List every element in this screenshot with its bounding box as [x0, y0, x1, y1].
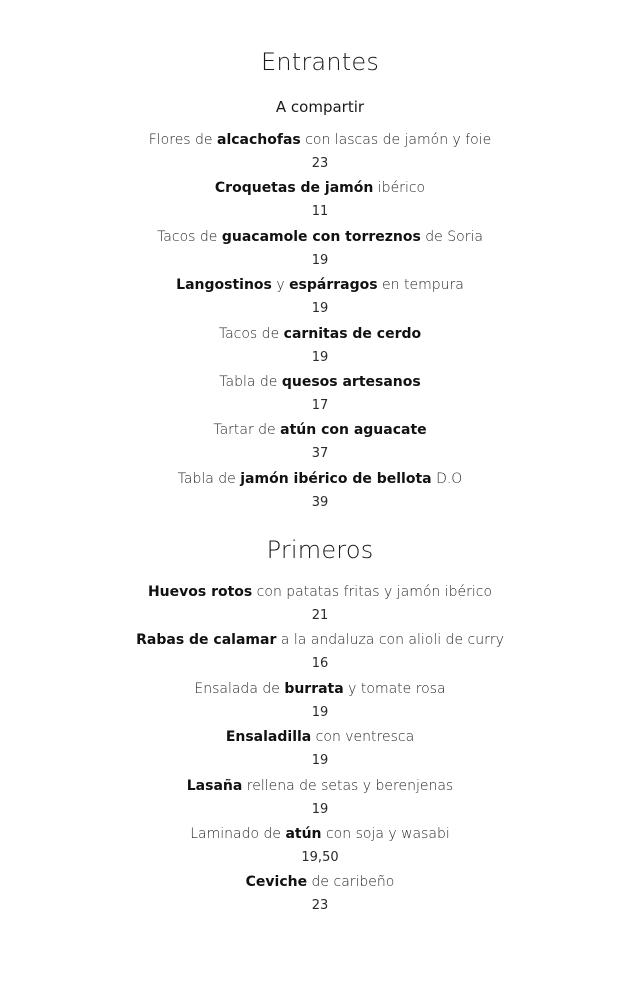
menu-item-text: Tacos de	[218, 325, 284, 342]
menu-item	[0, 322, 640, 370]
menu-item-name	[0, 128, 640, 152]
menu-item-price: 23	[311, 156, 329, 171]
menu-item-price: 21	[311, 608, 329, 623]
menu-item-text: Flores de	[148, 132, 217, 148]
menu-item-highlight: espárragos	[289, 277, 378, 294]
menu-item-text: Tartar de	[213, 422, 281, 439]
menu-item-highlight: atún	[285, 825, 322, 842]
menu-item-name	[0, 677, 640, 701]
menu-item-name	[0, 225, 640, 249]
menu-item-highlight: alcachofas	[217, 132, 301, 148]
menu-item-text: con soja y wasabi	[321, 825, 450, 842]
menu-item-highlight: Ceviche	[245, 874, 308, 891]
menu-item-price: 19	[311, 301, 329, 317]
menu-item-name	[0, 176, 640, 200]
menu-item	[0, 176, 640, 224]
menu-item-price: 19	[311, 801, 329, 817]
menu-item	[0, 774, 640, 822]
menu-item-price: 19,50	[301, 849, 339, 865]
menu-item-text: de caribeño	[307, 874, 395, 891]
menu-item-text: y	[271, 277, 290, 294]
menu-item-highlight: carnitas de cerdo	[283, 325, 422, 342]
menu-item-text: con ventresca	[311, 729, 415, 746]
section-title-primeros: Primeros	[266, 536, 374, 564]
menu-item-highlight: quesos artesanos	[281, 373, 421, 390]
menu-item-highlight: Ensaladilla	[225, 729, 312, 746]
menu-item-name	[0, 822, 640, 846]
menu-item-name	[0, 870, 640, 894]
menu-item-name	[0, 725, 640, 749]
menu-item-highlight: Lasaña	[186, 777, 243, 794]
menu-item	[0, 677, 640, 725]
menu-item-text: D.O	[431, 470, 463, 487]
menu-item	[0, 628, 640, 676]
menu-item	[0, 418, 640, 466]
menu-item-price: 16	[311, 656, 329, 672]
menu-item	[0, 225, 640, 273]
menu-item-text: a la andaluza con alioli de curry	[276, 632, 504, 649]
menu-item-text: Tabla de	[177, 470, 241, 487]
section-title-entrantes: Entrantes	[260, 48, 380, 76]
menu-item-text: rellena de setas y berenjenas	[242, 777, 454, 794]
menu-item-text: Tabla de	[219, 373, 282, 390]
menu-item-highlight: atún con aguacate	[280, 422, 427, 439]
menu-item-price: 19	[311, 704, 329, 720]
menu-item-text: en tempura	[377, 277, 464, 294]
menu-item-highlight: burrata	[284, 680, 344, 697]
menu-item	[0, 870, 640, 918]
menu-item-highlight: jamón ibérico de bellota	[240, 470, 432, 487]
menu-item-text: y tomate rosa	[343, 680, 446, 697]
menu-item	[0, 725, 640, 773]
menu-item	[0, 822, 640, 870]
menu-item-price: 17	[311, 397, 329, 413]
menu-item-price: 39	[311, 494, 329, 510]
menu-item-price: 19	[311, 753, 329, 769]
menu-item-name	[0, 774, 640, 798]
menu-item-name	[0, 322, 640, 346]
menu-item-text: ibérico	[373, 180, 426, 197]
menu-item-text: con patatas fritas y jamón ibérico	[252, 584, 493, 600]
entrantes-list	[0, 128, 640, 515]
menu-item-price: 19	[311, 252, 329, 268]
menu-item	[0, 467, 640, 515]
menu-item-price: 11	[311, 204, 329, 220]
menu-item-price: 19	[311, 349, 329, 365]
menu-item-highlight: guacamole con torreznos	[221, 228, 421, 245]
menu-item-price: 23	[311, 898, 329, 914]
section-subtitle-entrantes: A compartir	[275, 98, 365, 116]
menu-item-name	[0, 418, 640, 442]
menu-item-name	[0, 273, 640, 297]
menu-item-text: Ensalada de	[194, 680, 285, 697]
menu-item-price: 37	[311, 446, 329, 462]
menu-item-name	[0, 467, 640, 491]
menu-item-highlight: Rabas de calamar	[136, 632, 277, 649]
menu-item	[0, 370, 640, 418]
menu-item	[0, 128, 640, 176]
menu-item-highlight: Langostinos	[176, 277, 272, 294]
primeros-list	[0, 580, 640, 919]
menu-item-name	[0, 580, 640, 604]
menu-item-name	[0, 628, 640, 652]
menu-item	[0, 580, 640, 628]
menu-item-text: con lascas de jamón y foie	[300, 132, 492, 148]
menu-item-highlight: Croquetas de jamón	[214, 180, 374, 197]
menu-item-text: Tacos de	[157, 228, 222, 245]
menu-item-text: Laminado de	[190, 825, 286, 842]
menu-item-text: de Soria	[420, 228, 483, 245]
menu-item	[0, 273, 640, 321]
menu-item-name	[0, 370, 640, 394]
menu-item-highlight: Huevos rotos	[147, 584, 253, 600]
